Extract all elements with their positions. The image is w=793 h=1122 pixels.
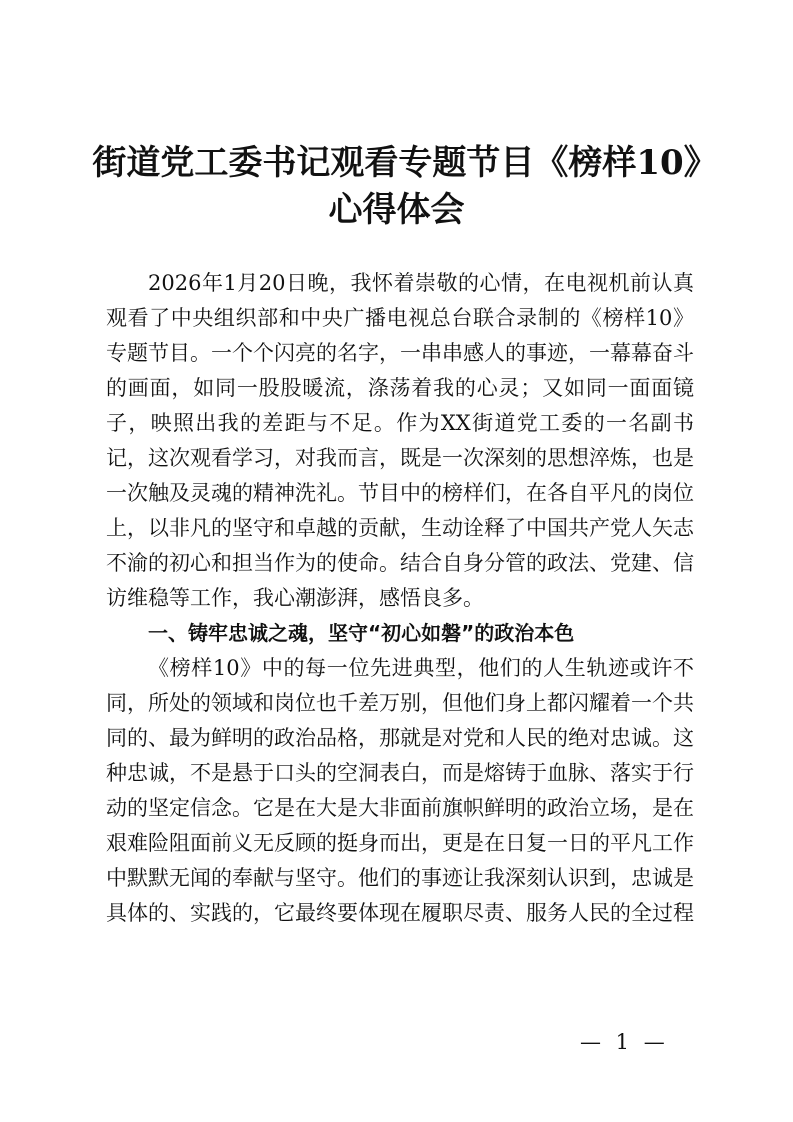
document-body <box>106 266 694 931</box>
section-heading: 一、铸牢忠诚之魂，坚守“初心如磐”的政治本色 <box>148 621 575 645</box>
document-title: 街道党工委书记观看专题节目《榜样10》心得体会 <box>92 143 701 230</box>
section-paragraph: 《榜样10》中的每一位先进典型，他们的人生轨迹或许不同，所处的领域和岗位也千差万别，但他们身上都闪耀着一个共同的、最为鲜明的政治品格，那就是对党和人民的绝对忠诚。这种忠诚，不是悬于口头的空洞表白，而是熔铸于血脉、落实于行动的坚定信念。它是在大是大非面前旗帜鲜明的政治立场，是在艰难险阻面前义无反顾的挺身而出，更是在日复一日的平凡工作中默默无闻的奉献与坚守。他们的事迹让我深刻认识到，忠诚是具体的、实践的，它最终要体现在履职尽责、服务人民的全过程 <box>106 656 694 925</box>
page-number: — 1 — <box>580 1030 669 1054</box>
intro-paragraph: 2026年1月20日晚，我怀着崇敬的心情，在电视机前认真观看了中央组织部和中央广播电视总台联合录制的《榜样10》专题节目。一个个闪亮的名字，一串串感人的事迹，一幕幕奋斗的画面，如同一股股暖流，涤荡着我的心灵；又如同一面面镜子，映照出我的差距与不足。作为XX街道党工委的一名副书记，这次观看学习，对我而言，既是一次深刻的思想淬炼，也是一次触及灵魂的精神洗礼。节目中的榜样们，在各自平凡的岗位上，以非凡的坚守和卓越的贡献，生动诠释了中国共产党人矢志不渝的初心和担当作为的使命。结合自身分管的政法、党建、信访维稳等工作，我心潮澎湃，感悟良多。 <box>106 271 694 610</box>
